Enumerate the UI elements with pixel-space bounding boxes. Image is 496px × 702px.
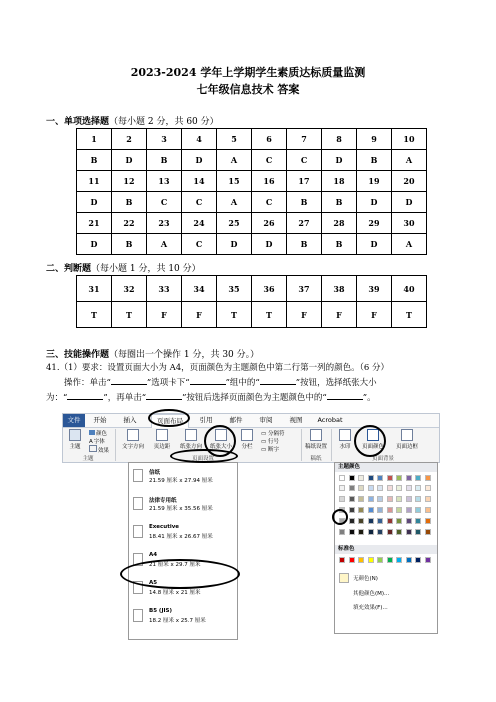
table-cell: 37 [287,276,322,302]
table-cell: 38 [322,276,357,302]
breaks-icon: ▭ [261,431,268,437]
paper-size-dimensions: 18.41 厘米 x 26.67 厘米 [149,534,213,540]
tab-view[interactable]: 视图 [289,416,303,424]
colors-button[interactable]: 颜色 [89,429,107,437]
tab-page-layout[interactable]: 页面布局 [151,414,189,428]
group-theme-label: 主题 [82,456,94,462]
color-swatch[interactable] [415,557,421,563]
color-swatch[interactable] [387,518,393,524]
table-cell: 18 [322,171,357,192]
color-swatch[interactable] [406,475,412,481]
color-swatch[interactable] [358,485,364,491]
no-color-option[interactable]: 无颜色(N) [353,574,378,582]
paper-size-name: 法律专用纸 [149,498,177,504]
table-cell: 28 [322,213,357,234]
color-swatch[interactable] [425,529,431,535]
line-numbers-button[interactable]: ▭ 行号 [261,439,279,445]
table-cell: D [357,192,392,213]
table-cell: 32 [112,276,147,302]
table-cell: F [322,302,357,328]
color-swatch[interactable] [349,518,355,524]
tab-insert[interactable]: 插入 [123,416,137,424]
color-swatch[interactable] [415,518,421,524]
table-cell: F [182,302,217,328]
paper-size-dimensions: 21 厘米 x 29.7 厘米 [149,562,201,568]
answer-circle-page-color [354,425,386,457]
page-borders-icon [401,429,413,441]
paper-size-dimensions: 18.2 厘米 x 25.7 厘米 [149,618,206,624]
section-2-heading: 二、判断题（每小题 1 分，共 10 分） [46,264,201,274]
table-cell: 12 [112,171,147,192]
theme-icon [69,429,81,441]
table-cell: 8 [322,129,357,150]
table-cell: 26 [252,213,287,234]
color-swatch[interactable] [339,475,345,481]
color-swatch[interactable] [349,485,355,491]
color-swatch[interactable] [377,485,383,491]
color-swatch[interactable] [358,507,364,513]
color-swatch[interactable] [377,557,383,563]
margins-icon [156,429,168,441]
table-cell: B [357,150,392,171]
effects-button[interactable]: 效果 [89,445,109,454]
color-swatch[interactable] [377,518,383,524]
table-cell: T [112,302,147,328]
color-swatch[interactable] [387,475,393,481]
group-page-setup-label: 页面设置 [191,456,214,462]
color-swatch[interactable] [425,507,431,513]
color-swatch[interactable] [406,507,412,513]
paper-size-dimensions: 21.59 厘米 x 27.94 厘米 [149,478,213,484]
color-swatch[interactable] [358,557,364,563]
blank-5[interactable] [146,391,182,400]
table-row [77,192,427,213]
color-swatch[interactable] [387,529,393,535]
color-swatch[interactable] [368,529,374,535]
table-cell: T [252,302,287,328]
table-cell: D [112,150,147,171]
color-swatch[interactable] [368,518,374,524]
color-swatch[interactable] [415,485,421,491]
question-41 [46,361,456,406]
table-cell: C [182,192,217,213]
divider [301,429,302,461]
breaks-button[interactable]: ▭ 分隔符 [261,431,285,437]
paper-size-dimensions: 14.8 厘米 x 21 厘米 [149,590,201,596]
ribbon-tabs [63,414,439,428]
table-cell: 31 [77,276,112,302]
color-swatch[interactable] [339,529,345,535]
color-swatch[interactable] [406,557,412,563]
color-swatch[interactable] [396,518,402,524]
answer-circle-a4 [120,559,240,589]
table-cell: F [357,302,392,328]
table-cell: 25 [217,213,252,234]
table-cell: B [287,192,322,213]
text-direction-button[interactable]: 文字方向 [119,429,147,450]
paper-size-name: B5 (JIS) [149,608,173,614]
table-cell: B [322,192,357,213]
table-cell: A [217,150,252,171]
color-swatch[interactable] [387,496,393,502]
paper-size-dimensions: 21.59 厘米 x 35.56 厘米 [149,506,213,512]
color-swatch[interactable] [406,485,412,491]
table-cell: 39 [357,276,392,302]
tab-references[interactable]: 引用 [199,416,213,424]
page-color-palette [334,462,438,634]
paper-size-menu [128,462,238,640]
blank-3[interactable] [260,376,296,385]
table-cell: 10 [392,129,427,150]
table-cell: D [77,192,112,213]
section-3-heading: 三、技能操作题（每圈出一个操作 1 分，共 30 分。） [46,350,260,360]
paper-size-item[interactable] [129,607,237,631]
group-background-label: 页面背景 [371,456,394,462]
orientation-icon [185,429,197,441]
table-cell: D [77,234,112,255]
table-cell: F [287,302,322,328]
color-swatch[interactable] [368,557,374,563]
paper-size-name: Executive [149,524,180,530]
fonts-button[interactable]: A字体 [89,439,105,445]
color-swatch[interactable] [396,507,402,513]
table-cell: D [322,150,357,171]
table-cell: A [392,150,427,171]
table-cell: 13 [147,171,182,192]
color-swatch[interactable] [387,557,393,563]
group-draft-label: 稿纸 [310,456,322,462]
page-icon [133,609,143,622]
color-swatch[interactable] [358,496,364,502]
table-row [77,276,427,302]
table-cell: C [252,150,287,171]
table-cell: 36 [252,276,287,302]
table-row [77,302,427,328]
color-swatch[interactable] [387,485,393,491]
table-cell: B [322,234,357,255]
hyphenation-icon: ▭ [261,447,268,453]
mc-answer-table [76,128,427,255]
table-cell: 1 [77,129,112,150]
color-swatch[interactable] [368,496,374,502]
section-1-heading: 一、单项选择题（每小题 2 分，共 60 分） [46,117,219,127]
answer-circle-page-layout [148,409,190,427]
blank-4[interactable] [67,391,103,400]
table-cell: F [147,302,182,328]
color-swatch[interactable] [349,529,355,535]
tab-review[interactable]: 审阅 [259,416,273,424]
table-cell: D [217,234,252,255]
color-swatch[interactable] [406,518,412,524]
paper-size-name: A4 [149,552,158,558]
paper-size-name: A5 [149,580,158,586]
effects-icon [89,445,97,452]
table-cell: 7 [287,129,322,150]
watermark-icon [339,429,351,441]
blank-6[interactable] [327,391,363,400]
page-icon [133,469,143,482]
line-numbers-icon: ▭ [261,439,268,445]
blank-1[interactable] [111,376,147,385]
color-swatch[interactable] [425,475,431,481]
color-swatch[interactable] [406,496,412,502]
divider [331,429,332,461]
table-cell: T [392,302,427,328]
text-direction-icon [127,429,139,441]
table-row [77,234,427,255]
paper-size-name: 信纸 [149,470,161,476]
page-icon [133,497,143,510]
tab-file[interactable]: 文件 [63,414,85,427]
table-cell: 27 [287,213,322,234]
table-cell: 9 [357,129,392,150]
table-row [77,129,427,150]
blank-2[interactable] [190,376,226,385]
color-swatch[interactable] [425,496,431,502]
table-cell: D [252,234,287,255]
table-row [77,213,427,234]
table-row [77,171,427,192]
color-swatch[interactable] [415,496,421,502]
color-swatch[interactable] [396,475,402,481]
q41-operation-line-2: 为：“ ”，再单击“ ”按钮后选择页面颜色为主题颜色中的“ ”。 [46,393,376,403]
table-cell: 30 [392,213,427,234]
answer-circle-page-setup [170,449,238,463]
tab-mailings[interactable]: 邮件 [229,416,243,424]
color-swatch[interactable] [396,557,402,563]
table-cell: T [77,302,112,328]
theme-colors-header: 主题颜色 [335,463,437,472]
table-cell: C [182,234,217,255]
page-icon [133,525,143,538]
color-swatch[interactable] [349,475,355,481]
watermark-button[interactable]: 水印 [335,429,355,450]
margins-button[interactable]: 页边距 [149,429,175,450]
table-cell: A [217,192,252,213]
table-cell: 6 [252,129,287,150]
theme-button[interactable]: 主题 [65,429,85,450]
table-cell: 22 [112,213,147,234]
table-cell: 11 [77,171,112,192]
color-swatch[interactable] [396,529,402,535]
table-cell: 23 [147,213,182,234]
table-cell: 2 [112,129,147,150]
word-screenshot [62,413,438,638]
table-cell: 5 [217,129,252,150]
table-cell: B [287,234,322,255]
fill-effects-option[interactable]: 填充效果(F)... [353,605,388,611]
color-swatch[interactable] [415,529,421,535]
page-color-button[interactable]: 页面颜色 [357,429,389,450]
table-cell: 14 [182,171,217,192]
table-cell: 35 [217,276,252,302]
color-swatch[interactable] [425,557,431,563]
color-swatch[interactable] [425,485,431,491]
table-cell: 17 [287,171,322,192]
table-cell: T [217,302,252,328]
color-swatch[interactable] [339,496,345,502]
columns-button[interactable]: 分栏 [237,429,257,450]
table-cell: C [252,192,287,213]
color-swatch[interactable] [349,507,355,513]
table-cell: D [182,150,217,171]
color-swatch[interactable] [368,507,374,513]
hyphenation-button[interactable]: ▭ 断字 [261,447,279,453]
color-swatch[interactable] [368,475,374,481]
table-cell: 40 [392,276,427,302]
color-swatch[interactable] [387,507,393,513]
paper-size-item[interactable] [129,495,237,519]
paper-size-item[interactable] [129,523,237,547]
paper-size-item[interactable] [129,467,237,491]
doc-title: 2023-2024 学年上学期学生素质达标质量监测 [130,66,366,79]
table-cell: B [112,234,147,255]
color-swatch[interactable] [349,557,355,563]
table-cell: 33 [147,276,182,302]
orientation-button[interactable]: 纸张方向 [177,429,205,450]
q41-operation-line: 操作：单击“ ”选项卡下“ ”组中的“ ”按钮，选择纸张大小 [64,378,377,388]
table-cell: 34 [182,276,217,302]
q41-requirement: 41.（1）要求：设置页面大小为 A4，页面颜色为主题颜色中第二行第一列的颜色。（6 分） [46,363,390,373]
page-borders-button[interactable]: 页面边框 [391,429,423,450]
doc-subtitle: 七年级信息技术 答案 [196,83,300,96]
color-swatch[interactable] [358,475,364,481]
color-swatch[interactable] [396,496,402,502]
color-swatch[interactable] [415,507,421,513]
color-swatch[interactable] [368,485,374,491]
columns-icon [241,429,253,441]
draft-icon [310,429,322,441]
standard-colors-header: 标准色 [335,545,437,554]
table-cell: B [147,150,182,171]
no-color-icon [339,573,349,583]
color-swatch[interactable] [377,496,383,502]
colors-icon [89,430,95,435]
color-swatch[interactable] [377,475,383,481]
tab-acrobat[interactable]: Acrobat [317,416,343,424]
color-swatch[interactable] [358,518,364,524]
table-cell: 4 [182,129,217,150]
table-cell: 21 [77,213,112,234]
table-cell: 15 [217,171,252,192]
table-cell: 19 [357,171,392,192]
color-swatch[interactable] [358,529,364,535]
color-swatch[interactable] [349,496,355,502]
table-cell: C [287,150,322,171]
table-cell: A [147,234,182,255]
color-swatch[interactable] [406,529,412,535]
answer-circle-swatch [332,509,348,525]
more-colors-option[interactable]: 其他颜色(M)... [353,591,390,597]
color-swatch[interactable] [377,507,383,513]
color-swatch[interactable] [425,518,431,524]
draft-settings-button[interactable]: 稿纸设置 [305,429,327,450]
table-cell: 16 [252,171,287,192]
size-button[interactable]: 纸张大小 [207,429,235,450]
color-swatch[interactable] [377,529,383,535]
table-cell: A [392,234,427,255]
table-cell: C [147,192,182,213]
table-cell: 3 [147,129,182,150]
table-cell: 29 [357,213,392,234]
tab-home[interactable]: 开始 [93,416,107,424]
tf-answer-table [76,275,427,328]
table-cell: D [392,192,427,213]
table-cell: 24 [182,213,217,234]
table-cell: D [357,234,392,255]
color-swatch[interactable] [396,485,402,491]
table-row [77,150,427,171]
color-swatch[interactable] [415,475,421,481]
table-cell: B [77,150,112,171]
table-cell: 20 [392,171,427,192]
divider [115,429,116,461]
color-swatch[interactable] [339,557,345,563]
fonts-icon: A [89,439,93,445]
table-cell: B [112,192,147,213]
color-swatch[interactable] [339,485,345,491]
